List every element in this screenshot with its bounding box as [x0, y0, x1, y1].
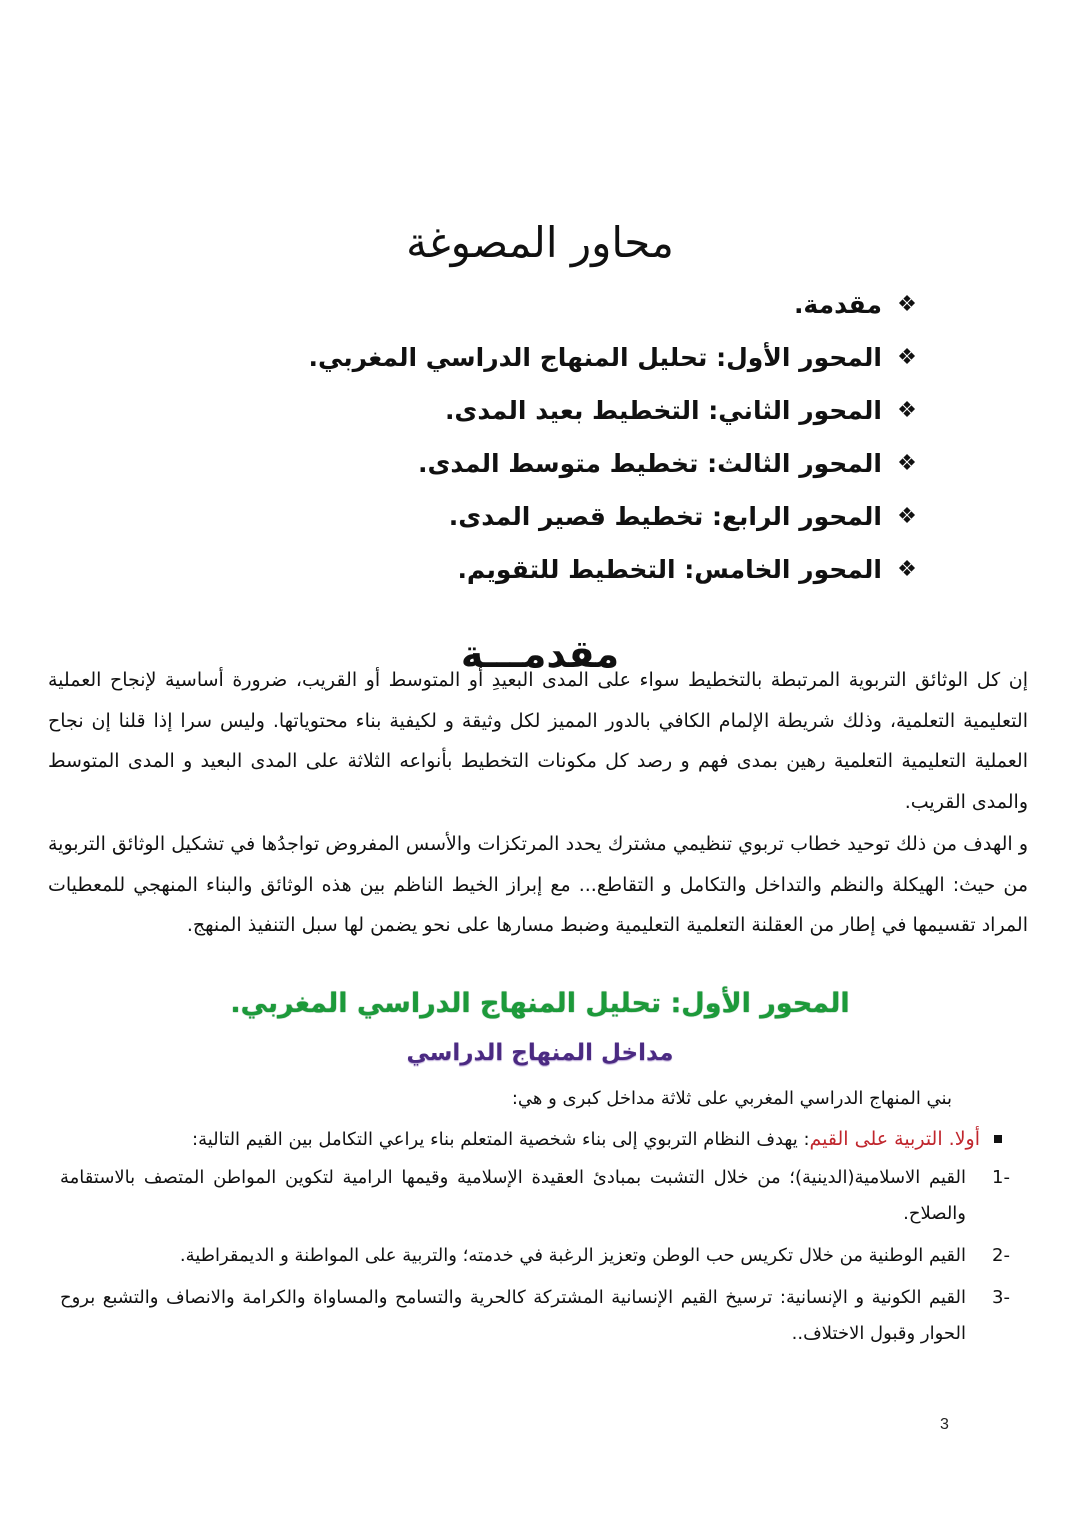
section-heading: المحور الأول: تحليل المنهاج الدراسي المغربي.	[230, 988, 850, 1019]
toc-item: ❖ المحور الأول: تحليل المنهاج الدراسي المغربي.	[120, 331, 920, 384]
toc-item: ❖ المحور الثالث: تخطيط متوسط المدى.	[120, 437, 920, 490]
page-number: 3	[940, 1416, 949, 1433]
list-number: -3	[992, 1287, 1010, 1308]
intro-paragraph-2: و الهدف من ذلك توحيد خطاب تربوي تنظيمي مشترك يحدد المرتكزات والأسس المفروض تواجدُها في تشكيل الوثائق التربوية من حيث: الهيكلة والنظم والتداخل والتكامل و التقاطع... مع إبراز الخيط الناظم بين هذه الوثائق والبناء المنهجي للمعطيات المراد تقسيمها في إطار من العقلنة التعلمية التعليمية وضبط مسارها على نحو يضمن لها سبل التنفيذ المنهج.	[48, 833, 1028, 936]
bullet-label: أولا. التربية على القيم	[809, 1128, 980, 1150]
diamond-bullet-icon: ❖	[897, 503, 917, 529]
toc-item: ❖ المحور الثاني: التخطيط بعيد المدى.	[120, 384, 920, 437]
bullet-text: : يهدف النظام التربوي إلى بناء شخصية المتعلم بناء يراعي التكامل بين القيم التالية:	[192, 1129, 810, 1150]
diamond-bullet-icon: ❖	[897, 344, 917, 370]
list-number: -2	[992, 1245, 1010, 1266]
bullet-item	[42, 1122, 1002, 1157]
list-item	[60, 1238, 1010, 1274]
list-text: القيم الوطنية من خلال تكريس حب الوطن وتعزيز الرغبة في خدمته؛ والتربية على المواطنة و الديمقراطية.	[179, 1245, 966, 1266]
page-title: محاور المصوغة	[406, 218, 674, 268]
sub-heading: مداخل المنهاج الدراسي	[406, 1040, 674, 1066]
diamond-bullet-icon: ❖	[897, 397, 917, 423]
intro-heading: مقدمـــة	[460, 631, 620, 676]
list-text: القيم الكونية و الإنسانية: ترسيخ القيم الإنسانية المشتركة كالحرية والتسامح والمساواة والكرامة والانصاف والتشبع بروح الحوار وقبول الاختلاف..	[60, 1287, 966, 1344]
list-item	[60, 1160, 1010, 1232]
intro-paragraph-1: إن كل الوثائق التربوية المرتبطة بالتخطيط سواء على المدى البعيدِ أو المتوسط أو القريب، ضرورة أساسية لإنجاح العملية التعليمية التعلمية، وذلك شريطة الإلمام الكافي بالدور المميز لكل وثيقة و لكيفية بناء محتوياتها. وليس سرا إذا قلنا إن نجاح العملية التعليمية التعلمية رهين بمدى فهم و رصد كل مكونات التخطيط بأنواعه الثلاثة على المدى البعيد و المدى المتوسط والمدى القريب.	[48, 669, 1028, 813]
diamond-bullet-icon: ❖	[897, 556, 917, 582]
toc-item: ❖ مقدمة.	[120, 278, 920, 331]
diamond-bullet-icon: ❖	[897, 450, 917, 476]
toc-item: ❖ المحور الرابع: تخطيط قصير المدى.	[120, 490, 920, 543]
list-item	[60, 1280, 1010, 1352]
numbered-list	[60, 1160, 1010, 1358]
table-of-contents	[120, 278, 920, 596]
square-bullet-icon	[994, 1135, 1002, 1143]
diamond-bullet-icon: ❖	[897, 291, 917, 317]
lead-sentence: بني المنهاج الدراسي المغربي على ثلاثة مداخل كبرى و هي:	[511, 1088, 952, 1109]
toc-item: ❖ المحور الخامس: التخطيط للتقويم.	[120, 543, 920, 596]
list-number: -1	[992, 1167, 1010, 1188]
list-text: القيم الاسلامية(الدينية)؛ من خلال التشبت بمبادئ العقيدة الإسلامية وقيمها الرامية لتكوين المواطن المتصف بالاستقامة والصلاح.	[60, 1167, 966, 1224]
